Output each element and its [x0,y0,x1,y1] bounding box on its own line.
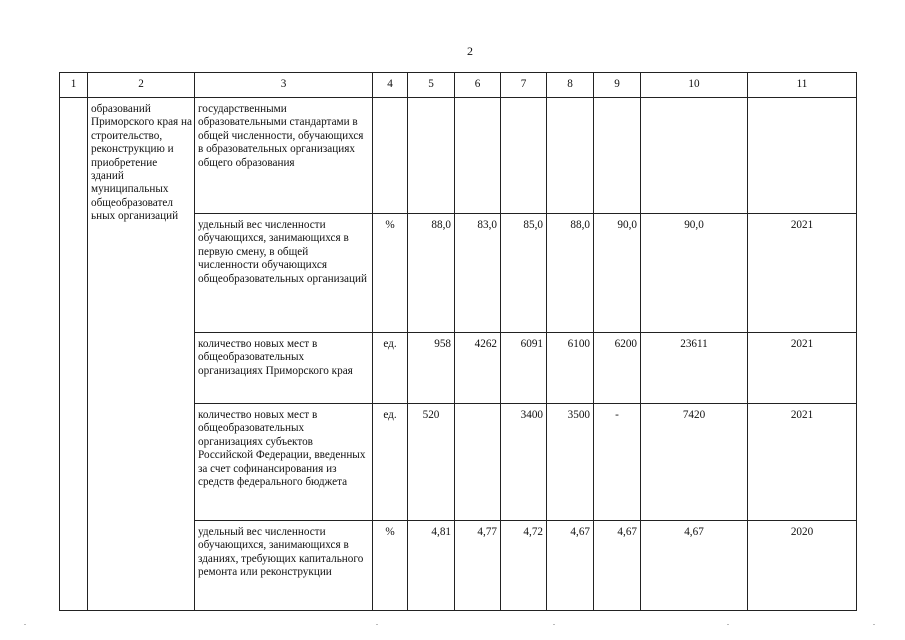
value-cell: 3500 [547,404,594,521]
value-cell: 90,0 [594,214,641,333]
scan-artifact-dots [0,624,905,628]
page-number: 2 [467,44,473,58]
unit-cell: % [373,214,408,333]
value-cell: 4,81 [408,521,455,611]
indicator-cell: количество новых мест в общеобразовательных организациях субъектов Российской Федерации, введенных за счет софинансирования из средств федерального бюджета [195,404,373,521]
value-cell: 4,72 [501,521,547,611]
year-cell [748,98,857,214]
total-cell: 23611 [641,333,748,404]
indicator-cell: государственными образовательными стандартами в общей численности, обучающихся в образовательных организациях общего образования [195,98,373,214]
header-cell: 5 [408,73,455,98]
value-cell [501,98,547,214]
row-number-cell [60,98,88,611]
year-cell: 2021 [748,333,857,404]
value-cell: 4,67 [594,521,641,611]
indicator-cell: количество новых мест в общеобразовательных организациях Приморского края [195,333,373,404]
year-cell: 2021 [748,404,857,521]
header-cell: 3 [195,73,373,98]
total-cell: 7420 [641,404,748,521]
indicator-cell: удельный вес численности обучающихся, занимающихся в первую смену, в общей численности обучающихся общеобразовательных организаций [195,214,373,333]
unit-cell [373,98,408,214]
header-cell: 4 [373,73,408,98]
value-cell: 4,67 [547,521,594,611]
indicators-table [59,72,857,611]
value-cell [455,404,501,521]
value-cell: 6100 [547,333,594,404]
header-cell: 6 [455,73,501,98]
program-name-cell: образований Приморского края на строительство, реконструкцию и приобретение зданий муниципальных общеобразовател ьных организаций [88,98,195,611]
total-cell: 4,67 [641,521,748,611]
header-cell: 9 [594,73,641,98]
value-cell: 6091 [501,333,547,404]
header-cell: 11 [748,73,857,98]
value-cell: - [594,404,641,521]
unit-cell: % [373,521,408,611]
total-cell [641,98,748,214]
value-cell: 88,0 [408,214,455,333]
year-cell: 2021 [748,214,857,333]
header-row [60,73,857,98]
header-cell: 7 [501,73,547,98]
total-cell: 90,0 [641,214,748,333]
header-cell: 1 [60,73,88,98]
header-cell: 8 [547,73,594,98]
value-cell: 85,0 [501,214,547,333]
table-row [60,98,857,214]
header-cell: 10 [641,73,748,98]
value-cell [594,98,641,214]
value-cell: 83,0 [455,214,501,333]
value-cell [408,98,455,214]
header-cell: 2 [88,73,195,98]
value-cell [455,98,501,214]
value-cell: 3400 [501,404,547,521]
value-cell: 520 [408,404,455,521]
year-cell: 2020 [748,521,857,611]
value-cell: 6200 [594,333,641,404]
value-cell: 4,77 [455,521,501,611]
value-cell: 958 [408,333,455,404]
value-cell [547,98,594,214]
indicator-cell: удельный вес численности обучающихся, занимающихся в зданиях, требующих капитального ремонта или реконструкции [195,521,373,611]
unit-cell: ед. [373,404,408,521]
value-cell: 88,0 [547,214,594,333]
value-cell: 4262 [455,333,501,404]
unit-cell: ед. [373,333,408,404]
